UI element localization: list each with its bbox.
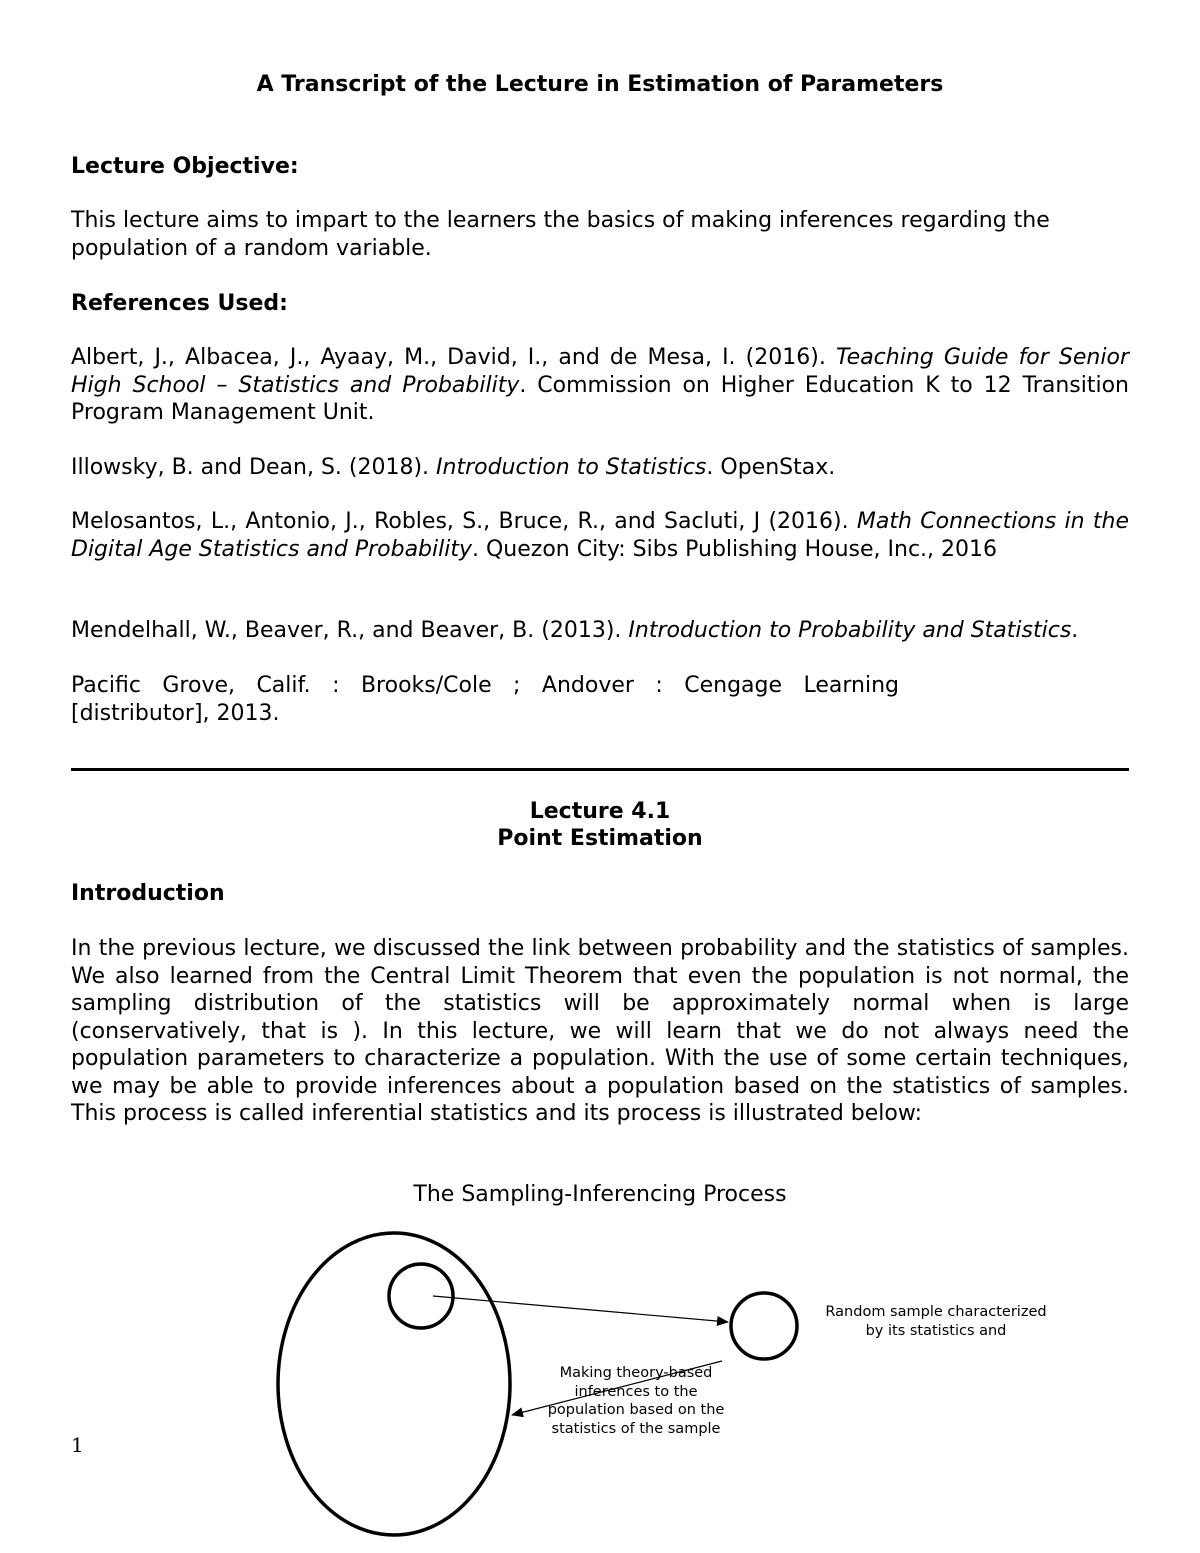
reference-4-period: .: [1071, 618, 1079, 643]
inference-label: [526, 1364, 746, 1438]
reference-4-authors: Mendelhall, W., Beaver, R., and Beaver, B. (2013).: [71, 618, 629, 643]
sampling-arrow: [433, 1296, 728, 1322]
random-sample-label-line2: by its statistics and: [865, 1322, 1007, 1339]
lecture-number: Lecture 4.1: [529, 799, 671, 824]
reference-2-authors: Illowsky, B. and Dean, S. (2018).: [71, 455, 437, 480]
reference-4-publisher: Pacific Grove, Calif. : Brooks/Cole ; Andover : Cengage Learning: [71, 673, 899, 698]
reference-1-title: Teaching Guide for Senior High School – Statistics and Probability: [71, 345, 1129, 398]
reference-3-publisher: . Quezon City: Sibs Publishing House, Inc., 2016: [472, 536, 998, 562]
reference-2-title: Introduction to Statistics: [436, 455, 707, 480]
inference-label-line2: inferences to the: [574, 1383, 698, 1400]
sample-subset-circle: [389, 1264, 453, 1328]
document-title: A Transcript of the Lecture in Estimation of Parameters: [256, 72, 944, 97]
figure-title: The Sampling-Inferencing Process: [413, 1182, 787, 1207]
objective-heading: Lecture Objective:: [71, 154, 299, 179]
reference-4-distributor: [distributor], 2013.: [71, 701, 280, 726]
objective-text: This lecture aims to impart to the learners the basics of making inferences regarding the population of a random variable.: [71, 208, 1050, 261]
reference-3-authors: Melosantos, L., Antonio, J., Robles, S., Bruce, R., and Sacluti, J (2016).: [71, 509, 857, 534]
reference-2-publisher: . OpenStax.: [706, 455, 836, 480]
random-sample-label: [808, 1303, 1064, 1340]
inference-label-line1: Making theory-based: [559, 1365, 713, 1381]
reference-1-authors: Albert, J., Albacea, J., Ayaay, M., David, I., and de Mesa, I. (2016).: [71, 345, 836, 370]
reference-4-title: Introduction to Probability and Statistics: [628, 618, 1072, 643]
page-number: 1: [71, 1433, 84, 1457]
references-heading: References Used:: [71, 291, 288, 316]
inference-label-line4: statistics of the sample: [551, 1420, 721, 1437]
reference-3-title: Math Connections in the Digital Age Statistics and Probability: [71, 509, 1129, 562]
random-sample-circle: [731, 1293, 797, 1359]
inference-label-line3: population based on the: [547, 1402, 725, 1418]
introduction-heading: Introduction: [71, 881, 225, 906]
reference-1-publisher: . Commission on Higher Education K to 12 Transition Program Management Unit.: [71, 372, 1129, 425]
introduction-text: In the previous lecture, we discussed the link between probability and the statistics of samples. We also learned from the Central Limit Theorem that even the population is not normal, the sampling distribution of the statistics will be approximately normal when is large (conservatively, that is ). In this lecture, we will learn that we do not always need the population parameters to characterize a population. With the use of some certain techniques, we may be able to provide inferences about a population based on the statistics of samples. This process is called inferential statistics and its process is illustrated below:: [71, 936, 1129, 1126]
lecture-title: Point Estimation: [497, 826, 703, 851]
random-sample-label-line1: Random sample characterized: [825, 1304, 1047, 1320]
